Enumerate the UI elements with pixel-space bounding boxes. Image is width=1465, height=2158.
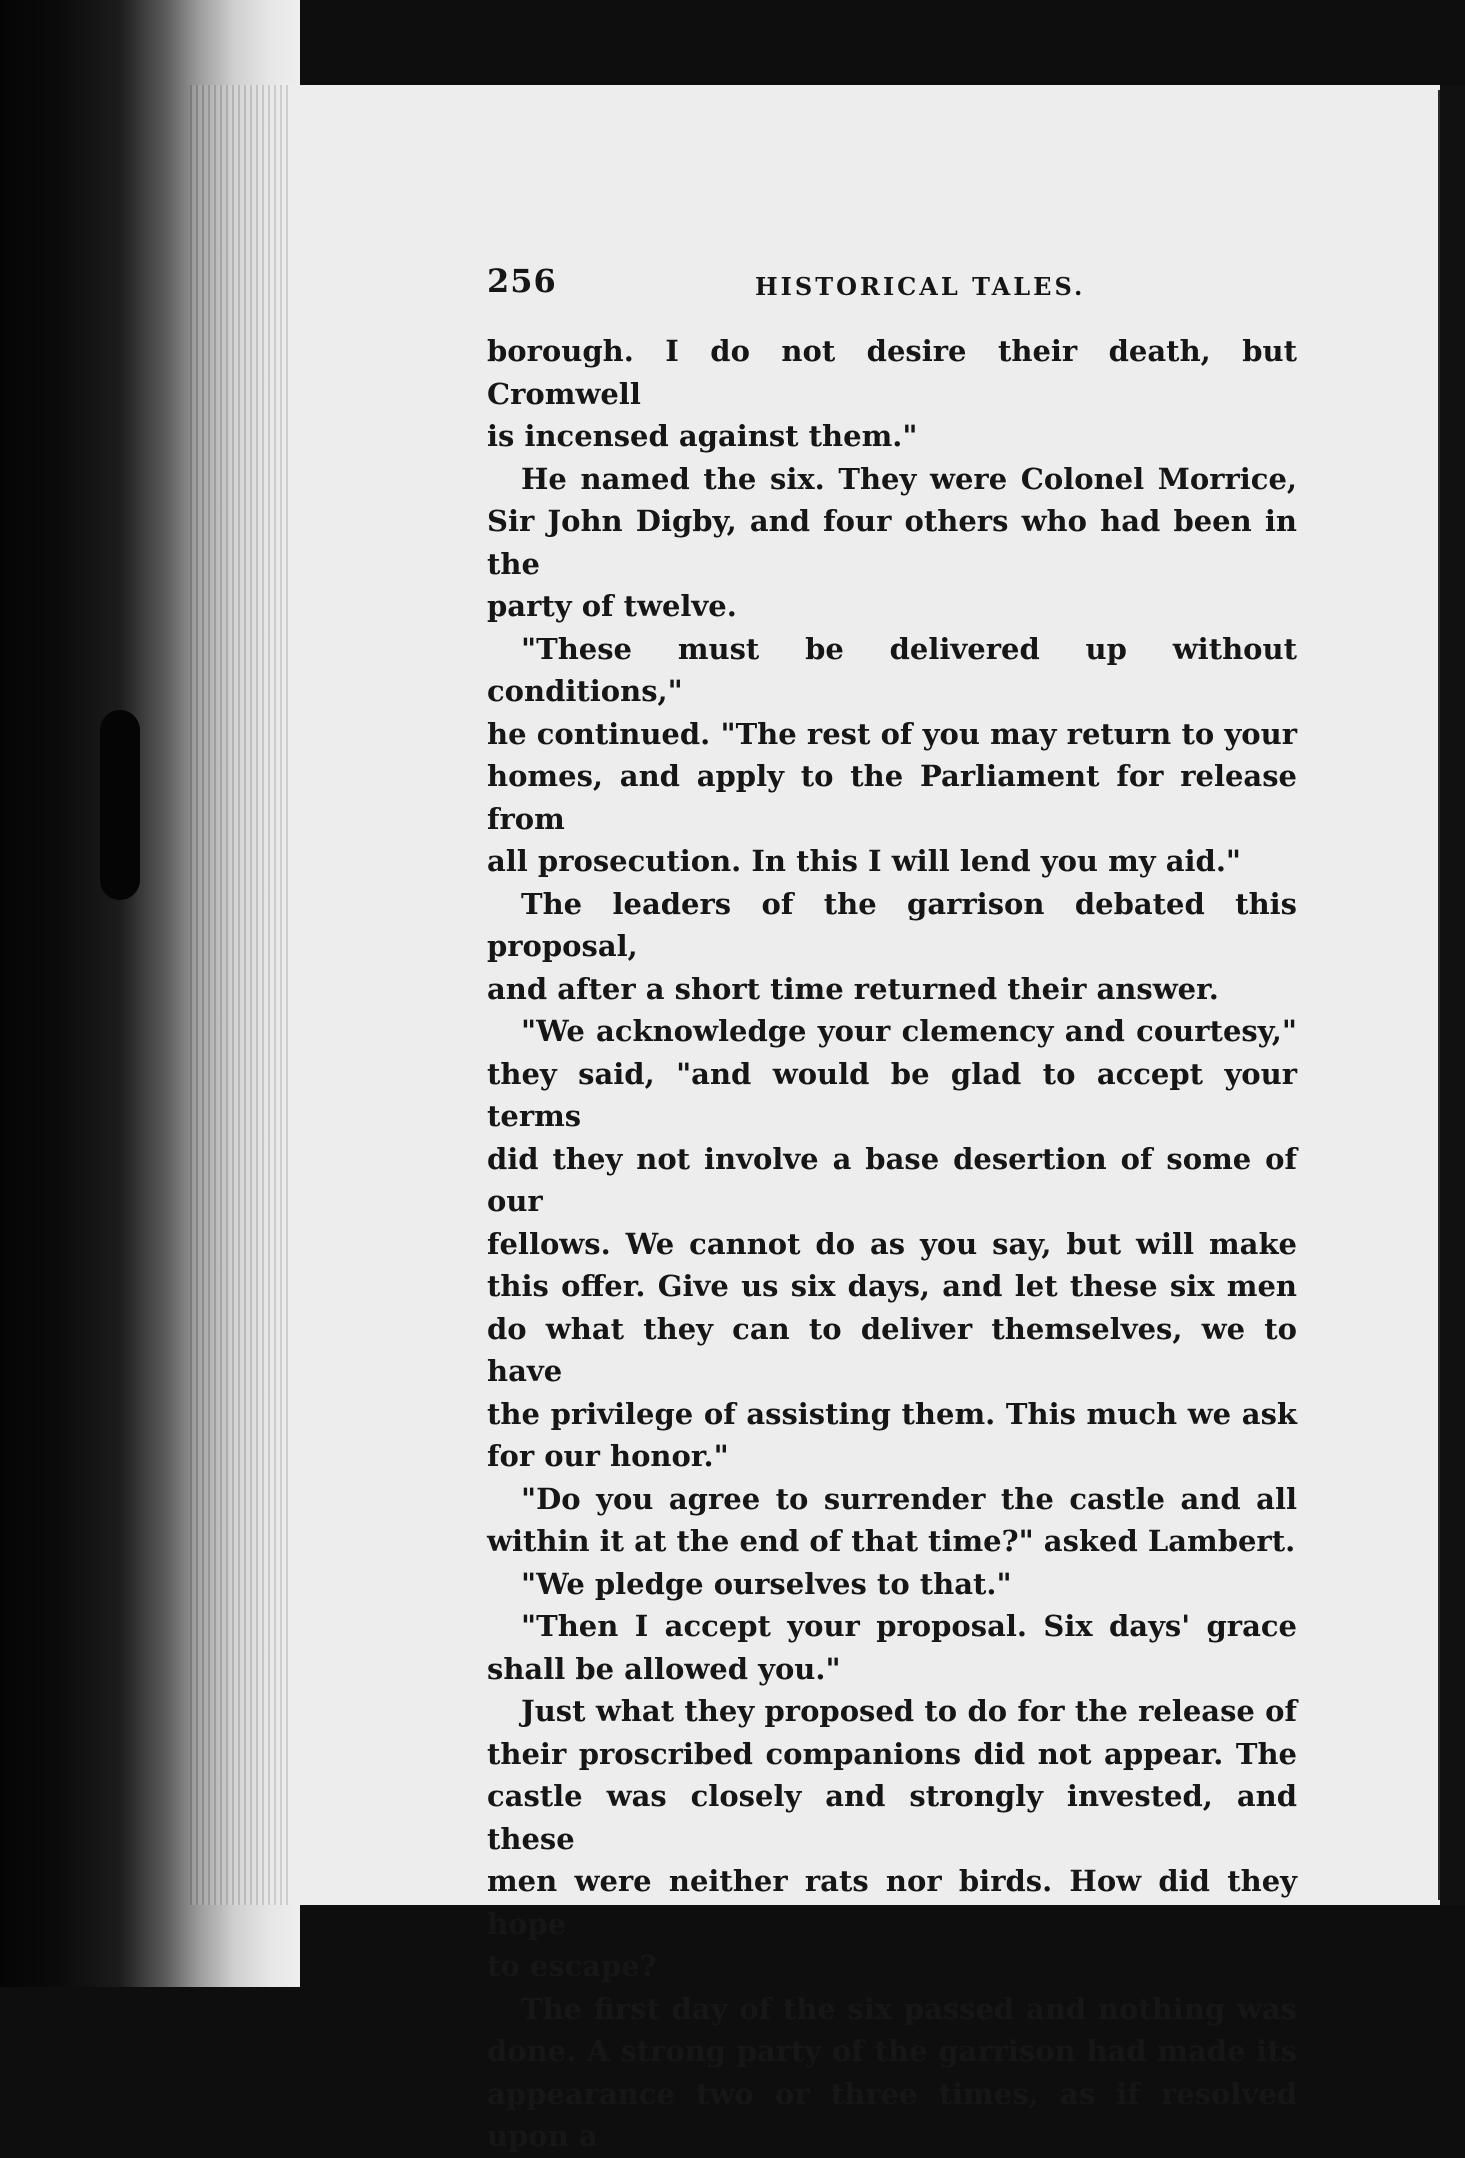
text-line: castle was closely and strongly invested, and these xyxy=(487,1779,1297,1856)
running-head xyxy=(487,262,1297,312)
page-edges xyxy=(190,85,300,1905)
text-line: all prosecution. In this I will lend you my aid." xyxy=(487,844,1242,878)
paragraph xyxy=(487,883,1297,1011)
text-line: "These must be delivered up without conditions," xyxy=(487,631,1297,708)
paragraph xyxy=(487,1563,1297,1606)
page-number: 256 xyxy=(487,262,557,300)
text-line: shall be allowed you." xyxy=(487,1651,841,1686)
text-line: borough. I do not desire their death, but Cromwell xyxy=(487,334,1297,411)
text-line: the privilege of assisting them. This much we ask xyxy=(487,1396,1297,1431)
text-line: did they not involve a base desertion of some of our xyxy=(487,1141,1297,1218)
text-line: within it at the end of that time?" asked Lambert. xyxy=(487,1524,1296,1558)
text-line: "We pledge ourselves to that." xyxy=(521,1566,1012,1601)
text-line: their proscribed companions did not appear. The xyxy=(487,1736,1297,1771)
text-line: The leaders of the garrison debated this proposal, xyxy=(487,886,1297,963)
text-line: and after a short time returned their answer. xyxy=(487,971,1219,1006)
text-line: to escape? xyxy=(487,1949,657,1983)
text-line: do what they can to deliver themselves, we to have xyxy=(487,1311,1297,1388)
text-line: he continued. "The rest of you may return to your xyxy=(487,716,1297,751)
paragraph xyxy=(487,628,1297,883)
header-title: HISTORICAL TALES. xyxy=(755,272,1086,301)
text-line: for our honor." xyxy=(487,1439,729,1473)
paragraph xyxy=(487,1010,1297,1478)
text-line: Just what they proposed to do for the release of xyxy=(521,1694,1297,1728)
text-line: is incensed against them." xyxy=(487,419,918,453)
text-line: fellows. We cannot do as you say, but will make xyxy=(487,1226,1297,1261)
paragraph xyxy=(487,1605,1297,1690)
paragraph xyxy=(487,1478,1297,1563)
text-line: "Do you agree to surrender the castle and all xyxy=(521,1481,1297,1516)
text-line: this offer. Give us six days, and let these six men xyxy=(487,1269,1297,1303)
paragraph xyxy=(487,330,1297,458)
text-line: "Then I accept your proposal. Six days' grace xyxy=(521,1609,1297,1643)
text-line: homes, and apply to the Parliament for release from xyxy=(487,759,1297,836)
text-line: they said, "and would be glad to accept your terms xyxy=(487,1056,1297,1133)
text-line: done. A strong party of the garrison had made its xyxy=(487,2034,1297,2068)
right-page-edge xyxy=(1440,85,1465,1905)
body-text xyxy=(487,330,1297,2158)
text-line: "We acknowledge your clemency and courtesy," xyxy=(521,1014,1297,1048)
paragraph xyxy=(487,458,1297,628)
text-line: Sir John Digby, and four others who had been in the xyxy=(487,504,1297,581)
text-line: party of twelve. xyxy=(487,589,737,623)
paragraph xyxy=(487,1690,1297,1988)
text-line: The first day of the six passed and nothing was xyxy=(521,1991,1297,2026)
paragraph xyxy=(487,1988,1297,2158)
text-line: men were neither rats nor birds. How did they hope xyxy=(487,1864,1297,1941)
binding-shadow xyxy=(100,710,140,900)
text-line: appearance two or three times, as if resolved upon a xyxy=(487,2076,1297,2153)
page-text xyxy=(487,262,1297,2158)
text-line: He named the six. They were Colonel Morrice, xyxy=(521,461,1297,496)
